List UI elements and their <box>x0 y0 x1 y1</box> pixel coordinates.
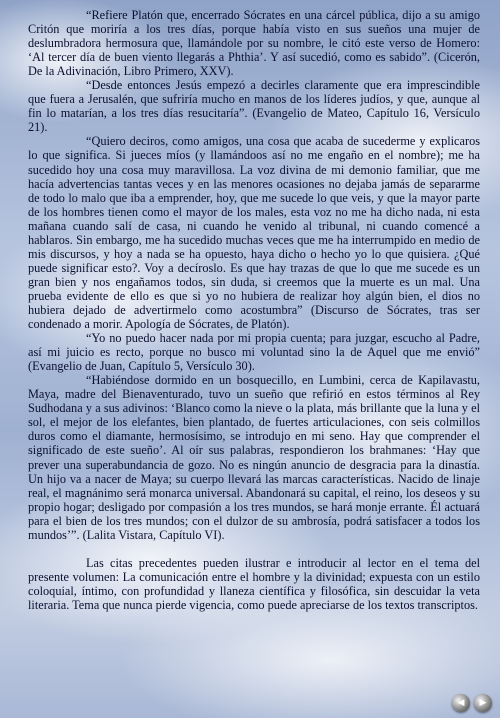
page-navigation <box>452 694 492 712</box>
quote-mateo: “Desde entonces Jesús empezó a decirles claramente que era imprescindible que fuera a Jerusalén, que sufriría mucho en manos de los líderes judíos, y que, aunque al fin lo matarían, a los tres días resucitaría”. (Evangelio de Mateo, Capítulo 16, Versículo 21). <box>28 78 480 135</box>
arrow-left-icon: ◀ <box>457 698 465 708</box>
quote-lalita-vistara: “Habiéndose dormido en un bosquecillo, en Lumbini, cerca de Kapilavastu, Maya, madre del Bienaventurado, tuvo un sueño que refirió en estos términos al Rey Sudhodana y a sus adivinos: ‘Blanco como la nieve o la plata, más brillante que la luna y el sol, el mejor de los elefantes, bien plantado, de fuertes articulaciones, con seis colmillos duros como el diamante, hermosísimo, se introdujo en mi seno. Hay que comprender el significado de este sueño’. Al oír sus palabras, respondieron los brahmanes: ‘Hay que prever una superabundancia de gozo. No es ningún anuncio de desgracia para la dinastía. Un hijo va a nacer de Maya; su cuerpo llevará las marcas características. Nacido de linaje real, el magnánimo será monarca universal. Abandonará su capital, el reino, los deseos y su propio hogar; desligado por compasión a los tres mundos, se hará monje errante. Él actuará para el bien de los tres mundos; con el dulzor de su ambrosía, podrá satisfacer a todos los mundos’”. (Lalita Vistara, Capítulo VI). <box>28 373 480 542</box>
next-page-button[interactable] <box>474 694 492 712</box>
closing-paragraph: Las citas precedentes pueden ilustrar e introducir al lector en el tema del presente volumen: La comunicación entre el hombre y la divinidad; expuesta con un estilo coloquial, íntimo, con profundidad y llaneza científica y filosófica, sin descuidar la veta literaria. Tema que nunca pierde vigencia, como puede apreciarse de los textos transcriptos. <box>28 555 480 612</box>
quote-ciceron: “Refiere Platón que, encerrado Sócrates en una cárcel pública, dijo a su amigo Critón que moriría a los tres días, porque había visto en sus sueños una mujer de deslumbradora hermosura que, llamándole por su nombre, le citó este verso de Homero: ‘Al tercer día de buen viento llegarás a Phthia’. Y así sucedió, como es sabido”. (Cicerón, De la Adivinación, Libro Primero, XXV). <box>28 8 480 79</box>
document-page <box>28 8 480 612</box>
quote-juan: “Yo no puedo hacer nada por mi propia cuenta; para juzgar, escucho al Padre, así mi juicio es recto, porque no busco mi voluntad sino la de Aquel que me envió” (Evangelio de Juan, Capítulo 5, Versículo 30). <box>28 331 480 374</box>
quote-socrates: “Quiero deciros, como amigos, una cosa que acaba de sucederme y explicaros lo que significa. Si jueces míos (y llamándoos así no me engaño en el nombre); me ha sucedido hoy una cosa muy maravillosa. La voz divina de mi demonio familiar, que me hacía advertencias tantas veces y en las menores ocasiones no dejaba jamás de separarme de todo lo malo que iba a emprender, hoy, que me sucede lo que veis, y que la mayor parte de los hombres tienen como el mayor de los males, esta voz no me ha dicho nada, ni esta mañana cuando salí de casa, ni cuando he venido al tribunal, ni cuando comencé a hablaros. Sin embargo, me ha sucedido muchas veces que me ha interrumpido en medio de mis discursos, y hoy a nada se ha opuesto, haya dicho o hecho yo lo que quisiera. ¿Qué puede significar esto?. Voy a decíroslo. Es que hay trazas de que lo que me sucede es un gran bien y nos engañamos todos, sin duda, si creemos que la muerte es un mal. Una prueba evidente de ello es que si yo no hubiera de realizar hoy algún bien, el dios no hubiera dejado de advertirmelo como acostumbra” (Discurso de Sócrates, tras ser condenado a morir. Apología de Sócrates, de Platón). <box>28 134 480 332</box>
previous-page-button[interactable] <box>452 694 470 712</box>
arrow-right-icon: ▶ <box>479 698 487 708</box>
